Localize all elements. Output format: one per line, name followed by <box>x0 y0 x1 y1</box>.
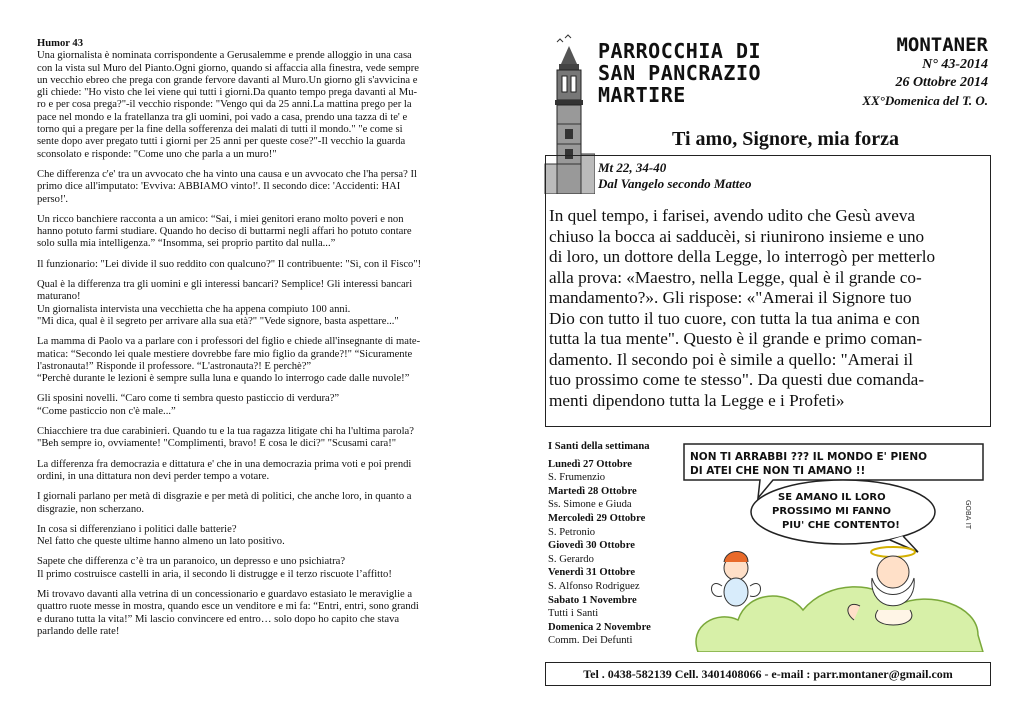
saint-day: Domenica 2 Novembre <box>548 621 651 633</box>
speech-bubble-text: DI ATEI CHE NON TI AMANO !! <box>690 465 866 477</box>
speech-bubble-text: PROSSIMO MI FANNO <box>772 506 891 517</box>
cartoon-illustration <box>678 440 991 652</box>
humor-paragraph: La mamma di Paolo va a parlare con i professori del figlio e chiede all'insegnante di mate- matica: “Secondo lei quale mestiere dovrebbe fare mio figlio da grande?!" “Sicuramente l'astronauta!” Risponde il professore. “L'astronauta?! E perchè?” “Perchè durante le lezioni è sempre sulla luna e quando lo interrogo cade dalle nuvole!” <box>37 336 421 385</box>
humor-paragraph: In cosa si differenziano i politici dalle batterie? Nel fatto che queste ultime hanno almeno un lato positivo. <box>37 523 285 548</box>
issue-date: 26 Ottobre 2014 <box>895 75 988 90</box>
humor-paragraph: Qual è la differenza tra gli uomini e gli interessi bancari? Semplice! Gli interessi bancari maturano! Un giornalista intervista una vecchietta che ha appena compiuto 100 anni. "Mi dica, qual è il segreto per arrivare alla sua età?" "Vede signore, basta aspettare..." <box>37 279 413 327</box>
issue-number: N° 43-2014 <box>922 57 988 72</box>
gospel-source: Dal Vangelo secondo Matteo <box>598 176 752 191</box>
town-name: MONTANER <box>896 34 988 56</box>
humor-paragraph: Gli sposini novelli. “Caro come ti sembra questo pasticcio di verdura?” “Come pasticcio non c'è male...” <box>37 393 340 417</box>
humor-paragraph: Il funzionario: "Lei divide il suo reddito con qualcuno?" Il contribuente: "Sì, con il Fisco"! <box>37 258 422 270</box>
saint-day: Sabato 1 Novembre <box>548 594 637 606</box>
saint-day: Giovedì 30 Ottobre <box>548 540 635 552</box>
parish-name <box>598 40 761 106</box>
gospel-citation: Mt 22, 34-40 <box>598 160 667 175</box>
liturgical-sunday: XX°Domenica del T. O. <box>862 93 988 108</box>
humor-paragraph: Una giornalista è nominata corrispondente a Gerusalemme e prende alloggio in una casa con la vista sul Muro del Pianto.Ogni giorno, quando si affaccia alla finestra, vede sempre un vecchio ebreo che prega con grande fervore davanti al Muro.Un giorno gli s'avvicina e gli chiede: "Ho visto che lei viene qui tutti i giorni.Da quanto tempo prega davanti al Mu- ro e per cosa prega?"-il vecchio risponde: "Vengo qui da 25 anni.La mattina prego per la pace nel mondo e la fratellanza tra gli uomini, poi vado a casa, prendo una tazza di te' e torno qui a pregare per la fine della sofferenza dei malati di tutti il mondo." "e come si sente dopo aver pregato tutti i giorni per 25 anni per queste cose?"-Il vecchio la guarda sconsolato e risponde: "Come uno che parla a un muro!" <box>37 50 419 160</box>
saint-day: Mercoledì 29 Ottobre <box>548 512 646 524</box>
saint-name: Tutti i Santi <box>548 608 599 620</box>
humor-paragraph: Sapete che differenza c’è tra un paranoico, un depresso e uno psichiatra? Il primo costruisce castelli in aria, il secondo li distrugge e il terzo riscuote l’affitto! <box>37 556 392 580</box>
saint-day: Venerdì 31 Ottobre <box>548 567 636 579</box>
parish-name-line: MARTIRE <box>598 83 686 107</box>
gospel-text: In quel tempo, i farisei, avendo udito che Gesù aveva chiuso la bocca ai sadducèi, si riunirono insieme e uno di loro, un dottore della Legge, lo interrogò per metterlo alla prova: «Maestro, nella Legge, qual è il grande co- mandamento?». Gli rispose: «"Amerai il Signore tuo Dio con tutto il tuo cuore, con tutta la tua anima e con tutta la tua mente". Questo è il grande e primo coman- damento. Il secondo poi è simile a quello: "Amerai il tuo prossimo come te stesso". Da questi due comanda- menti dipendono tutta la Legge e i Profeti» <box>549 206 936 410</box>
humor-paragraph: La differenza fra democrazia e dittatura e' che in una democrazia prima voti e poi prendi ordini, in una dittatura non devi perder tempo a votare. <box>37 458 412 482</box>
saints-heading: I Santi della settimana <box>548 441 650 452</box>
speech-bubble-text: SE AMANO IL LORO <box>778 492 886 503</box>
humor-paragraph: Chiacchiere tra due carabinieri. Quando tu e la tua ragazza litigate chi ha l'ultima parola? "Beh sempre io, ovviamente! "Complimenti, bravo! E cosa le dici?" "Scusami cara!" <box>37 426 414 450</box>
gospel-reference <box>598 160 751 192</box>
humor-paragraph: Che differenza c'e' tra un avvocato che ha vinto una causa e un avvocato che l'ha persa? Il primo dice all'imputato: 'Evviva: ABBIAMO vinto!'. Il secondo dice: 'Accidenti: HAI perso!'. <box>37 168 417 205</box>
issue-info <box>862 34 988 110</box>
saint-name: Comm. Dei Defunti <box>548 635 633 647</box>
humor-paragraph: I giornali parlano per metà di disgrazie e per metà di politici, che anche loro, in quanto a disgrazie, non scherzano. <box>37 491 412 515</box>
humor-column <box>37 38 483 646</box>
saint-name: S. Alfonso Rodriguez <box>548 580 640 592</box>
humor-paragraph: Un ricco banchiere racconta a un amico: “Sai, i miei genitori erano molto poveri e non hanno potuto farmi studiare. Quando ho deciso di buttarmi negli affari ho potuto contare solo sulla mia intelligenza.” “Insomma, sei proprio partito dal nulla...” <box>37 213 412 250</box>
saint-day: Lunedì 27 Ottobre <box>548 458 632 470</box>
saints-list <box>548 440 668 648</box>
parish-name-line: PARROCCHIA DI <box>598 39 762 63</box>
parish-name-line: SAN PANCRAZIO <box>598 61 762 85</box>
speech-bubble-text: NON TI ARRABBI ??? IL MONDO E' PIENO <box>690 451 928 463</box>
saint-name: S. Frumenzio <box>548 472 606 484</box>
humor-paragraph: Mi trovavo davanti alla vetrina di un concessionario e guardavo estasiato le meraviglie a quattro ruote messe in mostra, quando esce un venditore e mi fa: “Entri, entri, sono grandi e durano tutta la vita!” Mi lascio convincere ed entro… solo dopo ho capito che stava parlando delle rate! <box>37 588 419 637</box>
headline: Ti amo, Signore, mia forza <box>672 128 900 150</box>
speech-bubble-text: PIU' CHE CONTENTO! <box>782 520 900 531</box>
saint-day: Martedì 28 Ottobre <box>548 485 637 497</box>
god-head <box>877 556 909 588</box>
saint-name: S. Petronio <box>548 526 596 538</box>
cartoon-signature: GOBA IT <box>964 500 972 530</box>
saint-name: Ss. Simone e Giuda <box>548 499 632 511</box>
contact-bar: Tel . 0438-582139 Cell. 3401408066 - e-mail : parr.montaner@gmail.com <box>545 662 991 686</box>
saint-name: S. Gerardo <box>548 553 594 565</box>
humor-title: Humor 43 <box>37 38 84 49</box>
